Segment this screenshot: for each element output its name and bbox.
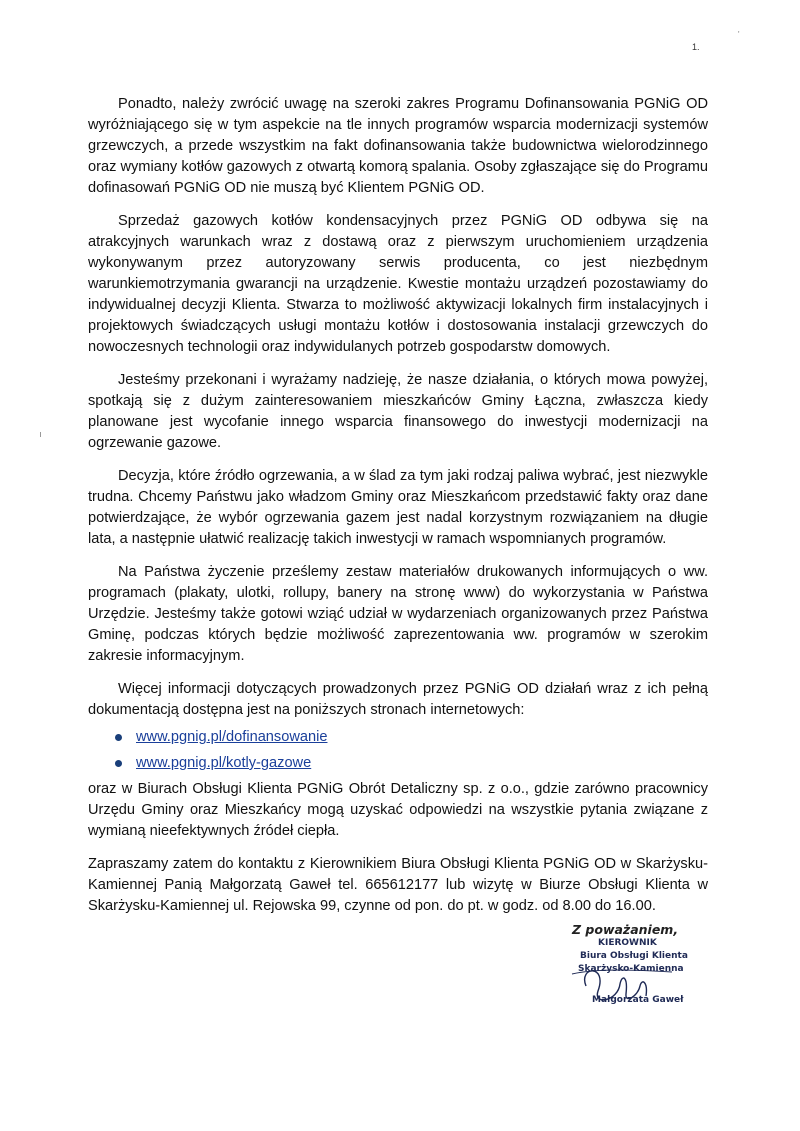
paragraph-customer-offices: oraz w Biurach Obsługi Klienta PGNiG Obrót Detaliczny sp. z o.o., gdzie zarówno pracownicy Urzędu Gminy oraz Mieszkańcy mogą uzyskać odpowiedzi na wszystkie pytania związane z wymianą nieefektywnych źródeł ciepła. xyxy=(88,781,708,839)
stamp-title: KIEROWNIK xyxy=(598,938,657,948)
list-item xyxy=(88,727,708,748)
closing-text: Z poważaniem, xyxy=(572,922,679,937)
list-item xyxy=(88,753,708,774)
paragraph-boiler-sales: Sprzedaż gazowych kotłów kondensacyjnych przez PGNiG OD odbywa się na atrakcyjnych warunkach wraz z dostawą oraz z pierwszym uruchomieniem urządzenia wykonywanym przez autoryzowany serwis producenta, co jest niezbędnym warunkiemotrzymania gwarancji na urządzenie. Kwestie montażu urządzeń pozostawiamy do indywidualnej decyzji Klienta. Stwarza to możliwość aktywizacji lokalnych firm instalacyjnych i projektowych świadczących usługi montażu kotłów i dostosowania instalacji grzewczych do nowoczesnych technologii oraz indywidulanych potrzeb gospodarstw domowych. xyxy=(88,213,708,355)
bullet-icon xyxy=(115,760,122,767)
stamp-office: Biura Obsługi Klienta xyxy=(580,951,688,961)
paragraph-program-scope: Ponadto, należy zwrócić uwagę na szeroki zakres Programu Dofinansowania PGNiG OD wyróżniającego się w tym aspekcie na tle innych programów wsparcia modernizacji systemów grzewczych, a przede wszystkim na fakt dofinansowania także budownictwa wielorodzinnego oraz wymiany kotłów gazowych z otwartą komorą spalania. Osoby zgłaszające się do Programu dofinasowań PGNiG OD nie muszą być Klientem PGNiG OD. xyxy=(88,96,708,196)
link-dofinansowanie[interactable]: www.pgnig.pl/dofinansowanie xyxy=(136,729,328,745)
scan-artifact xyxy=(40,432,41,437)
letter-body xyxy=(88,94,708,929)
paragraph-contact: Zapraszamy zatem do kontaktu z Kierownikiem Biura Obsługi Klienta PGNiG OD w Skarżysku-Kamiennej Panią Małgorzatą Gaweł tel. 665612177 lub wizytę w Biurze Obsługi Klienta w Skarżysku-Kamiennej ul. Rejowska 99, czynne od pon. do pt. w godz. od 8.00 do 16.00. xyxy=(88,856,708,914)
link-list xyxy=(88,727,708,774)
handwritten-signature xyxy=(568,946,678,1016)
stamp-city: Skarżysko-Kamienna xyxy=(578,964,684,974)
paragraph-materials: Na Państwa życzenie prześlemy zestaw materiałów drukowanych informujących o ww. programach (plakaty, ulotki, rollupy, banery na stronę www) do wykorzystania w Państwa Urzędzie. Jesteśmy także gotowi wziąć udział w wydarzeniach organizowanych przez Państwa Gminę, podczas których będzie możliwość zaprezentowania ww. programów w szerokim zakresie informacyjnym. xyxy=(88,564,708,664)
paragraph-decision: Decyzja, które źródło ogrzewania, a w ślad za tym jaki rodzaj paliwa wybrać, jest niezwykle trudna. Chcemy Państwu jako władzom Gminy oraz Mieszkańcom przedstawić fakty oraz dane potwierdzające, że wybór ogrzewania gazem jest nadal korzystnym rozwiązaniem na długie lata, a następnie ułatwić realizację takich inwestycji w ramach wspomnianych programów. xyxy=(88,468,708,547)
bullet-icon xyxy=(115,734,122,741)
link-kotly-gazowe[interactable]: www.pgnig.pl/kotly-gazowe xyxy=(136,755,312,771)
signature-block xyxy=(558,922,708,1022)
stamp-name: Małgorzata Gaweł xyxy=(592,995,684,1005)
paragraph-more-info: Więcej informacji dotyczących prowadzonych przez PGNiG OD działań wraz z ich pełną dokumentacją dostępna jest na poniższych stronach internetowych: xyxy=(88,681,708,718)
paragraph-hope: Jesteśmy przekonani i wyrażamy nadzieję, że nasze działania, o których mowa powyżej, spotkają się z dużym zainteresowaniem mieszkańców Gminy Łączna, zwłaszcza kiedy planowane jest wycofanie innego wsparcia finansowego do inwestycji modernizacji na ogrzewanie gazowe. xyxy=(88,372,708,451)
scan-mark: ' xyxy=(738,30,740,39)
page-mark: 1. xyxy=(692,42,700,52)
